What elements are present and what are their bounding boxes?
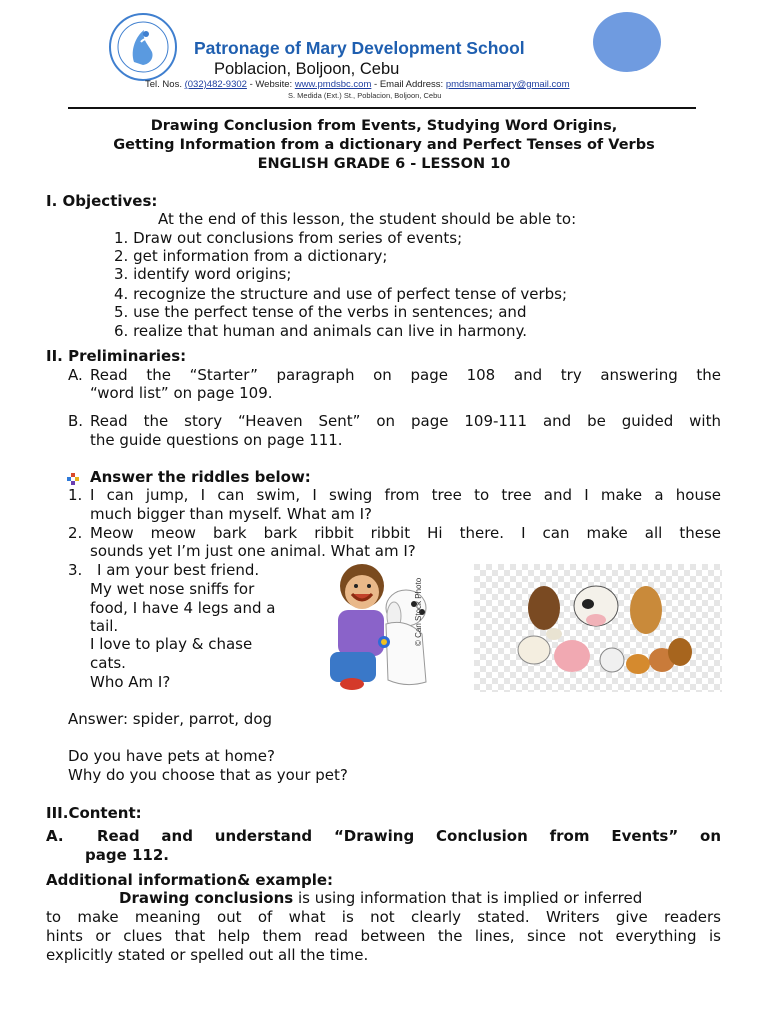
website-label: - Website: xyxy=(246,79,295,90)
drawing-conclusions-term: Drawing conclusions xyxy=(119,889,294,907)
riddle-answer: Answer: spider, parrot, dog xyxy=(68,710,273,728)
objective-item: 4. recognize the structure and use of perfect tense of verbs; xyxy=(114,285,568,303)
objective-item: 2. get information from a dictionary; xyxy=(114,247,388,265)
riddle-1-marker: 1. xyxy=(68,486,83,504)
content-a-line1: Read and understand “Drawing Conclusion from Events” on xyxy=(97,827,721,845)
prelim-b-marker: B. xyxy=(68,412,84,430)
farm-animals-image xyxy=(474,564,722,692)
prelim-a-marker: A. xyxy=(68,366,83,384)
prelim-a-line1: Read the “Starter” paragraph on page 108 and try answering the xyxy=(90,366,721,384)
prelim-a-line2: “word list” on page 109. xyxy=(90,384,273,402)
email-label: - Email Address: xyxy=(371,79,446,90)
contact-prefix: Tel. Nos. xyxy=(145,79,185,90)
paragraph-line2: to make meaning out of what is not clearly stated. Writers give readers xyxy=(46,908,721,926)
contact-line xyxy=(145,79,570,90)
riddle-1-line1: I can jump, I can swim, I swing from tree to tree and I make a house xyxy=(90,486,721,504)
lesson-title-line2: Getting Information from a dictionary and Perfect Tenses of Verbs xyxy=(113,137,655,153)
content-heading: III.Content: xyxy=(46,804,142,822)
preliminaries-heading: II. Preliminaries: xyxy=(46,347,187,365)
riddle-3-line: Who Am I? xyxy=(90,673,171,691)
school-address: Poblacion, Boljoon, Cebu xyxy=(214,60,400,78)
objectives-intro: At the end of this lesson, the student should be able to: xyxy=(158,210,577,228)
riddle-3-line: I love to play & chase xyxy=(90,635,253,653)
lesson-title-line1: Drawing Conclusion from Events, Studying Word Origins, xyxy=(150,118,618,134)
objective-item: 6. realize that human and animals can live in harmony. xyxy=(114,322,528,340)
website-link[interactable]: www.pmdsbc.com xyxy=(294,79,372,90)
riddle-2-line1: Meow meow bark bark ribbit ribbit Hi there. I can make all these xyxy=(90,524,721,542)
prelim-b-line2: the guide questions on page 111. xyxy=(90,431,343,449)
school-name: Patronage of Mary Development School xyxy=(194,38,525,58)
riddle-2-line2: sounds yet I’m just one animal. What am I? xyxy=(90,542,416,560)
paragraph-line4: explicitly stated or spelled out all the time. xyxy=(46,946,369,964)
header-divider xyxy=(68,107,696,109)
riddle-3-line: tail. xyxy=(90,617,119,635)
paragraph-line1 xyxy=(119,889,642,908)
riddle-3-line: I am your best friend. xyxy=(97,561,260,579)
content-a-line2: page 112. xyxy=(85,846,170,864)
riddle-1-line2: much bigger than myself. What am I? xyxy=(90,505,372,523)
riddles-heading: Answer the riddles below: xyxy=(90,468,311,486)
objective-item: 3. identify word origins; xyxy=(114,265,292,283)
riddle-3-marker: 3. xyxy=(68,561,83,579)
image-watermark: © Can Stock Photo xyxy=(414,577,423,646)
diamond-bullet-icon xyxy=(66,472,80,486)
school-logo xyxy=(108,12,178,82)
pets-question-2: Why do you choose that as your pet? xyxy=(68,766,348,784)
lesson-title-line3: ENGLISH GRADE 6 - LESSON 10 xyxy=(257,156,511,172)
riddle-3-line: My wet nose sniffs for xyxy=(90,580,255,598)
objectives-heading: I. Objectives: xyxy=(46,192,158,210)
decorative-circle xyxy=(593,12,661,72)
objective-item: 5. use the perfect tense of the verbs in sentences; and xyxy=(114,303,527,321)
riddle-2-marker: 2. xyxy=(68,524,83,542)
additional-info-heading: Additional information& example: xyxy=(46,871,334,889)
email-link[interactable]: pmdsmamamary@gmail.com xyxy=(445,79,570,90)
riddle-3-line: cats. xyxy=(90,654,126,672)
riddle-3-line: food, I have 4 legs and a xyxy=(90,599,276,617)
pets-question-1: Do you have pets at home? xyxy=(68,747,275,765)
paragraph-line1-rest: is using information that is implied or inferred xyxy=(293,889,643,907)
objective-item: 1. Draw out conclusions from series of events; xyxy=(114,229,463,247)
content-a-marker: A. xyxy=(46,827,64,845)
phone-link[interactable]: (032)482-9302 xyxy=(184,79,247,90)
boy-hugging-dog-image xyxy=(322,558,442,692)
street-address: S. Medida (Ext.) St., Poblacion, Boljoon, Cebu xyxy=(288,91,442,100)
prelim-b-line1: Read the story “Heaven Sent” on page 109-111 and be guided with xyxy=(90,412,721,430)
paragraph-line3: hints or clues that help them read between the lines, since not everything is xyxy=(46,927,721,945)
